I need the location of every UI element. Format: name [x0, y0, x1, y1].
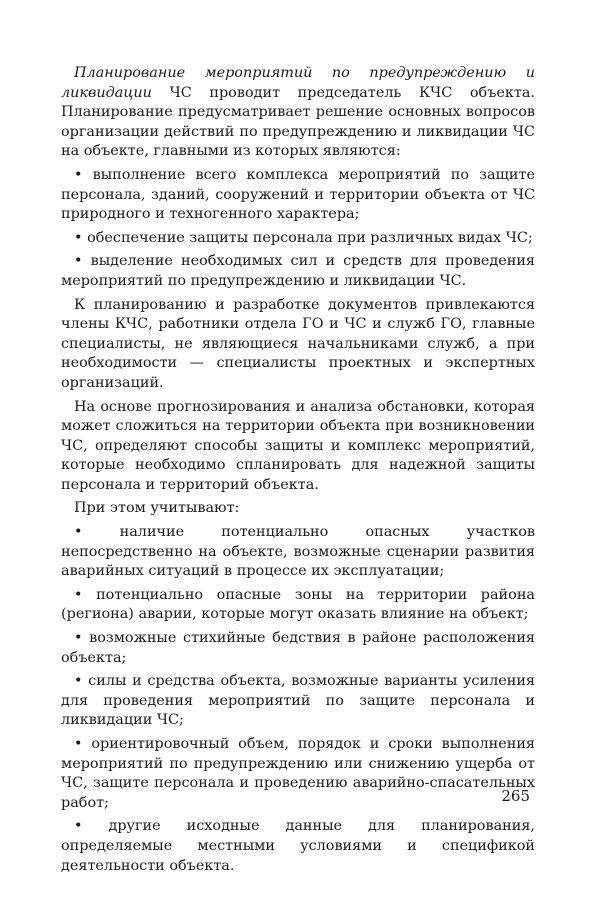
list-item: • другие исходные данные для планирования, определяемые местными условиями и спецификой деятельности объекта.: [61, 818, 535, 874]
page-body: [61, 64, 535, 876]
paragraph-planning-participants: К планированию и разработке документов привлекаются члены КЧС, работники отдела ГО и ЧС и служб ГО, главные специалисты, не являющиеся начальниками служб, а при необходимости — специалисты проектных и экспертных организаций.: [61, 296, 535, 391]
list-item: • обеспечение защиты персонала при различных видах ЧС;: [74, 229, 533, 246]
list-item: • ориентировочный объем, порядок и сроки выполнения мероприятий по предупреждению или снижению ущерба от ЧС, защите персонала и проведению аварийно-спасательных работ;: [61, 736, 535, 811]
list-item: • выполнение всего комплекса мероприятий по защите персонала, зданий, сооружений и территории объекта от ЧС природного и техногенного характера;: [61, 166, 535, 223]
list-item: • силы и средства объекта, возможные варианты усиления для проведения мероприятий по защите персонала и ликвидации ЧС;: [61, 673, 535, 729]
list-item: • возможные стихийные бедствия в районе расположения объекта;: [61, 630, 535, 666]
intro-text: ЧС проводит председатель КЧС объекта. Планирование предусматривает решение основных вопросов организации действий по предупреждению и ликвидации ЧС на объекте, главными из которых являются:: [61, 84, 535, 160]
page-number: 265: [501, 787, 530, 805]
intro-italic: Планирование мероприятий по предупреждению и ликвидации: [61, 65, 535, 101]
intro-paragraph: [61, 64, 535, 162]
list-item: • наличие потенциально опасных участков непосредственно на объекте, возможные сценарии развития аварийных ситуаций в процессе их эксплуатации;: [61, 524, 535, 580]
paragraph-forecasting: На основе прогнозирования и анализа обстановки, которая может сложиться на территории объекта при возникновении ЧС, определяют способы защиты и комплекс мероприятий, которые необходимо спланировать для надежной защиты персонала и территорий объекта.: [61, 398, 535, 493]
list-item: • выделение необходимых сил и средств для проведения мероприятий по предупреждению и ликвидации ЧС.: [61, 253, 535, 289]
list-item: • потенциально опасные зоны на территории района (региона) аварии, которые могут оказать влияние на объект;: [61, 586, 535, 623]
paragraph-considered: При этом учитывают:: [74, 500, 240, 517]
